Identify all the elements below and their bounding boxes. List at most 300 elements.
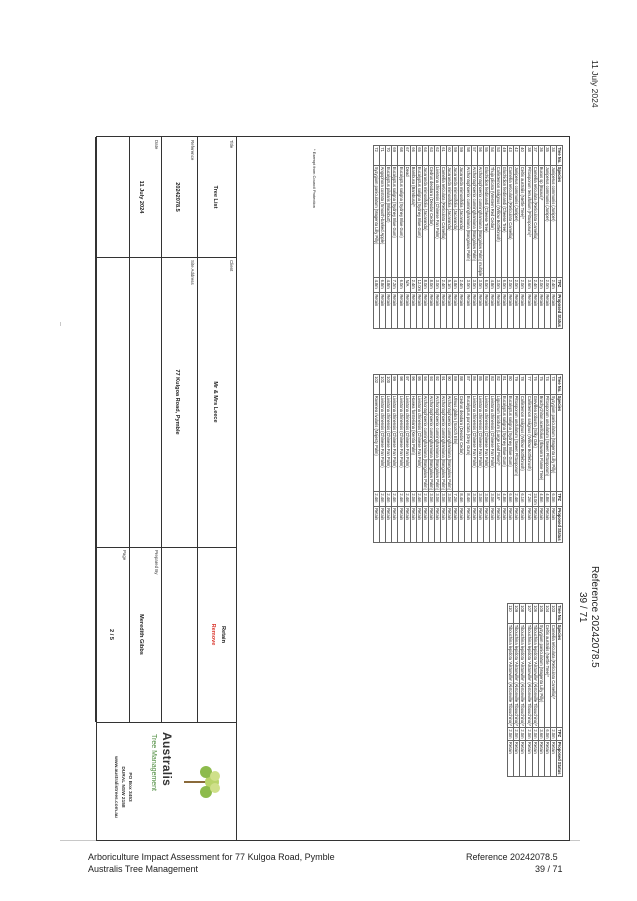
cell-tpz: 24.0m [532,493,538,505]
cell-status: Retain [398,293,404,329]
cell-tpz: 3.0m [447,492,453,507]
cell-species: Tibouchina lepidota 'Alstonville' (Alstonville Tibouchina)* [532,624,538,727]
table-row [441,146,447,329]
th-status: Proposed Status [557,741,562,775]
cell-tpz: 2.4m [398,492,404,507]
cell-status: Retain [550,506,556,542]
cell-status: Retain [532,293,538,329]
cell-tpz: 6.0m [550,492,556,507]
cell-tpz: 4.8m [502,492,508,507]
cell-species: Jacaranda mimosifolia (Jacaranda) [453,165,459,278]
cell-tpz: 8.4m [459,492,465,507]
cell-species: Juniperus communis (Juniper) [550,165,556,278]
cell-tree-no: 73 [550,375,556,395]
cell-tpz: 4.8m [453,278,459,293]
cell-status: Retain [459,293,465,329]
cell-status: Retain [520,740,526,776]
logo-subtitle: Tree Management [150,734,157,791]
cell-tpz: 12.0m [416,279,422,291]
reference-label: Reference [190,140,195,161]
cell-status: Retain [471,293,477,329]
cell-tree-no: 43 [508,146,514,166]
table-row [483,375,489,543]
page-value: 2 / 5 [108,629,114,640]
cell-tpz: 2.0m [532,729,538,739]
th-species: Species [556,623,562,728]
cell-tree-no: 97 [404,375,410,395]
cell-tpz: 3.0m [471,278,477,293]
cell-species: Archontophoenix cunninghamiana (Bangalow Palm) [429,395,435,490]
cell-status: Retain [508,506,514,542]
cell-tree-no: 86 [471,375,477,395]
cell-tpz: 2.0m [544,278,550,293]
cell-status: Retain [538,506,544,542]
logo [96,722,236,840]
header-date: 11 July 2024 [590,60,600,108]
cell-status: Retain [447,293,453,329]
cell-species: Livistona chinensis (Chinese Fan Palm) [386,394,392,492]
table-row [435,375,441,543]
table-row [422,375,428,543]
table-row [477,146,483,329]
cell-tree-no: 70 [386,146,392,166]
cell-tree-no: 82 [495,375,501,395]
logo-name: Australis [160,732,174,787]
cell-status: Retain [502,506,508,542]
cell-tpz: 4.8m [538,492,544,507]
cell-status: Retain [380,506,386,542]
cell-species: Livistona chinensis (Chinese Fan Palm) [489,394,495,492]
table-row [471,375,477,543]
cell-species: Archontophoenix cunninghamiana (Bangalow Palm) [435,395,441,490]
cell-tree-no: 59 [459,146,465,166]
cell-tpz: 2.4m [386,492,392,507]
cell-status: Retain [514,293,520,329]
cell-tpz: 2.0m [508,278,514,293]
table-row [532,375,538,543]
cell-status: Retain [550,293,556,329]
table-row [410,146,416,329]
cell-tree-no: 105 [538,604,544,624]
table-row [544,604,550,777]
cell-tree-no: 42 [514,146,520,166]
cell-status: Retain [441,293,447,329]
th-status: Proposed Status [557,508,562,541]
cell-species: Livistona chinensis (Chinese Fan Palm) [435,165,441,278]
cell-tree-no: 103 [550,604,556,624]
table-row [416,146,422,329]
cell-status: Retain [495,506,501,542]
tree-logo-icon [182,758,222,806]
cell-tree-no: 56 [477,146,483,166]
cell-tree-no: 91 [441,375,447,395]
cell-species: Ligustrum lucidum (Large Leaf Privet)* [495,394,501,492]
table-row [526,375,532,543]
cell-status: Retain [392,293,398,329]
cell-tpz: 6.0m [502,278,508,293]
cell-tpz: 3.0m [441,492,447,507]
table-row [428,146,434,329]
cell-tree-no: 68 [398,146,404,166]
th-tree-no: Tree No. [557,376,562,393]
cell-tpz: 2.6m [422,492,428,507]
table-row [392,375,398,543]
cell-tpz: 3.0m [489,492,495,507]
table-row [416,375,422,543]
date-label: Date [154,140,159,150]
table-row [495,375,501,543]
cell-tpz: 8.0m [428,278,434,293]
cell-tree-no: 72 [374,146,380,166]
cell-tpz: 2.4m [532,278,538,293]
client-label: Client [229,260,234,272]
cell-species: Cedrus deodara (Deodar Cedar) [459,394,465,492]
cell-status: Retain [538,740,544,776]
cell-species: Archontophoenix cunninghamiana (Bangalow Palm) multiple [477,166,483,277]
cell-species: Camellia reticulata (Reticulata Camellia) [441,165,447,278]
cell-status: Retain [435,506,441,542]
cell-tree-no: 81 [502,375,508,395]
cell-tree-no: 59 [453,146,459,166]
cell-status: Retain [483,293,489,329]
table-row [514,375,520,543]
table-row [380,375,386,543]
th-species: Species [556,165,562,278]
cell-tree-no: 58 [465,146,471,166]
table-row [526,604,532,777]
cell-tpz: 8.4m [465,492,471,507]
cell-status: Retain [508,293,514,329]
cell-status: Retain [404,293,410,329]
cell-tree-no: 78 [520,375,526,395]
cell-tree-no: 37 [532,146,538,166]
cell-species: Howea forsteriana (Kentia Palm) [410,394,416,492]
cell-tpz: 2.4m [392,492,398,507]
table-row [532,604,538,777]
cell-status: Retain [453,293,459,329]
table-row [544,375,550,543]
cell-tpz: 3.6* [495,492,501,507]
cell-tpz: 3.6m [538,729,544,739]
cell-species: Archontophoenix cunninghamiana (Bangalow Palm) [422,395,428,490]
cell-species: Callistemon salignus (Willow Bottlebrush) [520,394,526,492]
cell-status: Retain [477,293,483,329]
cell-tpz: 5.1m [447,278,453,293]
cell-tpz: 2.0m [514,729,520,739]
cell-status: Retain [453,506,459,542]
cell-tree-no: 35 [544,146,550,166]
cell-tree-no: 99 [392,375,398,395]
cell-species: Jacaranda mimosifolia (Jacaranda) [459,165,465,278]
cell-species: Eucalyptus punctata (Grey Gum) [465,394,471,492]
cell-status: Retain [459,506,465,542]
cell-status: Retain [489,506,495,542]
cell-tree-no: 93 [428,375,434,395]
cell-tpz: 7.2m [526,492,532,507]
table-row [398,375,404,543]
cell-status: Retain [422,293,428,329]
cell-tree-no: 104 [544,604,550,624]
cell-status: Retain [416,293,422,329]
cell-species: Archontophoenix cunninghamiana (Bangalow Palm) [465,165,471,278]
cell-species: Pittosporum undulatum (Sweet Pittosporum) [514,394,520,492]
cell-species: Camellia reticulata (Reticulata Camellia) [508,165,514,278]
cell-status: Retain [544,506,550,542]
cell-species: Tibouchina lepidota 'Alstonville' (Alstonville Tibouchina)* [514,624,520,727]
cell-species: Ulmus glabra (Scotch Elm) [453,394,459,492]
cell-status: Retain [532,740,538,776]
cell-tree-no: 38 [526,146,532,166]
cell-tree-no: 69 [392,146,398,166]
table-row [459,375,465,543]
cell-tpz: 2.4m [514,492,520,507]
cell-tree-no: 71 [380,146,386,166]
cell-species: Livistona chinensis (Chinese Fan Palm) [477,394,483,492]
cell-tpz: 6.1m [520,492,526,507]
table-row [404,146,410,329]
table-row [459,146,465,329]
cell-species: Livistona chinensis (Chinese Fan Palm) [404,394,410,492]
table-row [502,146,508,329]
cell-species: Archontophoenix cunninghamiana (Bangalow Palm) [471,165,477,278]
page-label: Page [122,550,127,561]
cell-tpz: 7.2m [453,492,459,507]
cell-tpz: 6.0m [544,729,550,739]
table-row [410,375,416,543]
cell-tpz: 2.4m [380,492,386,507]
cell-tree-no: 74 [544,375,550,395]
table-row [428,375,434,543]
table-row [495,146,501,329]
exempt-note: * Exempt from Council Protection [312,149,317,208]
table-row [526,146,532,329]
table-row [544,146,550,329]
cell-tpz: 8.0m [422,278,428,293]
cell-species: Eucalyptus saligna (Sydney Blue Gum) [502,394,508,492]
cell-status: Retain [428,506,434,542]
prepared-value: Meredith Gibbs [138,614,144,655]
cell-species: Livistona chinensis (Chinese Fan Palm) [398,394,404,492]
table-row [520,375,526,543]
table-row [550,146,556,329]
cell-tpz: 2.4m [374,492,380,507]
table-row [483,146,489,329]
cell-status: Retain [514,506,520,542]
cell-tpz: 2.4m [404,492,410,507]
cell-tpz: 2.0m [550,729,556,739]
th-status: Proposed Status [557,294,562,327]
th-tree-no: Tree No. [557,605,562,622]
cell-tpz: 2.0m [520,278,526,293]
th-tpz: TPZ [556,278,562,293]
cell-status: Retain [483,506,489,542]
cell-tpz: 2.4m [550,278,556,293]
cell-species: Pittosporum undulatum (Sweet Pittosporum) [544,394,550,492]
cell-tpz: 3.0m [477,278,483,293]
cell-species: Thuja plicata (Western Red Cedar) [489,165,495,278]
client-value: Mr & Mrs Leece [212,381,218,423]
cell-species: Cedrus deodara (Deodar Cedar) [428,165,434,278]
cell-tree-no: 92 [435,375,441,395]
cell-species: Celtis australis (Nettle Tree)* [520,165,526,278]
table-row [392,146,398,329]
th-tree-no: Tree No. [557,147,562,164]
cell-tpz: 6.6m [508,492,514,507]
cell-tree-no: 62 [435,146,441,166]
cell-status: Retain [404,506,410,542]
footer-right-1: Reference 20242078.5 [589,566,600,668]
cell-species: Buxus sp (Buxus)* [538,165,544,278]
cell-status: Retain [532,506,538,542]
cell-species: Bambusa (Bambusa)* [410,165,416,278]
cell-species: Ravenea rivularis (Majesty Palm) [374,394,380,492]
th-tpz: TPZ [556,728,562,740]
cell-status: Retain [526,740,532,776]
cell-status: Retain [465,293,471,329]
cell-status: Retain [441,506,447,542]
cell-status: Retain [526,506,532,542]
table-row [380,146,386,329]
table-row [532,146,538,329]
cell-tpz: 3.0m [435,278,441,293]
cell-species: Jacaranda mimosifolia (Jacaranda) [422,165,428,278]
legend-retain: Retain [220,625,226,644]
footer-right-2: 39 / 71 [577,592,588,623]
table-row [441,375,447,543]
cell-tpz: 2.0m [514,278,520,293]
cell-species: Eucalyptus pilularis (Blackbutt) [386,165,392,278]
cell-species: Juniperus communis (Juniper) [514,165,520,278]
footer-line2: Australis Tree Management [88,864,199,874]
cell-tpz: 6.0m [483,278,489,293]
cell-tree-no: 60 [447,146,453,166]
cell-species: Livistona chinensis (Chinese Fan Palm) [471,394,477,492]
cell-tpz: 3.0m [495,278,501,293]
cell-tree-no: 36 [538,146,544,166]
cell-species: Jacaranda mimosifolia (Jacaranda) [447,165,453,278]
cell-tree-no: 95 [416,375,422,395]
cell-status: Retain [508,740,514,776]
cell-tree-no: 84 [483,375,489,395]
cell-status: Retain [392,506,398,542]
cell-tpz: 3.6m [526,278,532,293]
prepared-label: Prepared By [154,550,159,575]
cell-status: Retain [520,293,526,329]
cell-status: Retain [428,293,434,329]
cell-status: Retain [374,506,380,542]
cell-species: Eucalyptus saligna (Sydney Blue Gum) [508,394,514,492]
cell-tree-no: 80 [508,375,514,395]
cell-tree-no: 55 [483,146,489,166]
cell-species: Syzygium paniculatum (Magenta Lilly Pilly) [550,394,556,492]
cell-status: Retain [398,506,404,542]
cell-status: Retain [550,740,556,776]
table-row [520,146,526,329]
cell-tree-no: 85 [477,375,483,395]
cell-tree-no: 79 [514,375,520,395]
cell-tree-no: 106 [532,604,538,624]
cell-species: Juniperus communis (Juniper) [544,165,550,278]
footer-ref: Reference 20242078.5 [466,852,558,862]
cell-species: Eucalyptus saligna (Sydney Blue Gum) [398,165,404,278]
cell-species: Tibouchina lepidota 'Alstonville' (Alstonville Tibouchina)* [526,624,532,727]
cell-tree-no: 65 [416,146,422,166]
th-tpz: TPZ [556,492,562,507]
table-row [514,604,520,777]
table-row [465,375,471,543]
table-row [538,146,544,329]
cell-tpz: 3.0m [435,492,441,507]
tree-table-2 [373,374,563,542]
cell-tpz: 4.8m [386,278,392,293]
table-row [386,375,392,543]
table-row [447,375,453,543]
cell-species: Syzygium paniculatum (Magenta Lilly Pilly) [374,165,380,278]
cell-status: Retain [410,293,416,329]
cell-species: Brachychiton acerifolius (Illawarra Flame Tree) [538,394,544,492]
cell-tree-no: 109 [514,604,520,624]
cell-species: Glochidion ferdinandi (Cheese Tree) [483,165,489,278]
table-row [477,375,483,543]
cell-tpz: 2.4m [459,278,465,293]
table-row [422,146,428,329]
cell-status: Retain [502,293,508,329]
cell-tree-no: 57 [471,146,477,166]
cell-species: Livistona chinensis (Chinese Fan Palm) [416,394,422,492]
cell-status: Retain [489,293,495,329]
cell-status: Retain [465,506,471,542]
cell-species: Archontophoenix cunninghamiana (Bangalow Palm) [447,395,453,490]
cell-tree-no: 49 [502,146,508,166]
cell-tree-no: 96 [410,375,416,395]
cell-tree-no: 108 [520,604,526,624]
cell-tree-no: 77 [526,375,532,395]
legend-remove: Remove [210,623,216,646]
table-row [508,375,514,543]
table-row [489,375,495,543]
cell-tree-no: 75 [538,375,544,395]
site-value: 77 Kulgoa Road, Pymble [174,369,180,435]
site-label: Site Address [190,260,195,285]
cell-tpz: 2.4m [441,278,447,293]
cell-species: Camellia reticulata (Reticulata Camellia) [532,165,538,278]
cell-species: Callistemon salignus (Willow Bottlebrush) [495,165,501,278]
table-row [514,146,520,329]
cell-tree-no: 90 [447,375,453,395]
table-row [489,146,495,329]
cell-status: Retain [477,506,483,542]
cell-tree-no: 100 [386,375,392,395]
cell-species: Angophora costata (Smooth-barked Apple) [380,165,386,278]
cell-tpz: 2.0m [520,729,526,739]
cell-species: Livistona chinensis (Chinese Fan Palm) [392,394,398,492]
cell-tree-no: 89 [453,375,459,395]
cell-tpz: N/A [404,278,410,293]
cell-species: Livistona chinensis (Chinese Fan Palm) [380,394,386,492]
cell-tpz: 2.0m [410,492,416,507]
cell-species: Glochidion ferdinandi (Cheese Tree) [502,165,508,278]
table-row [550,604,556,777]
cell-status: Retain [514,740,520,776]
cell-species: Celtis australis (Nettle Tree)* [544,623,550,728]
cell-status: Retain [544,293,550,329]
cell-status: Retain [374,293,380,329]
cell-tree-no: 107 [526,604,532,624]
cell-status: Retain [386,506,392,542]
cell-tpz: 7.2m [392,278,398,293]
cell-status: Retain [544,740,550,776]
cell-tree-no: 102 [374,375,380,395]
